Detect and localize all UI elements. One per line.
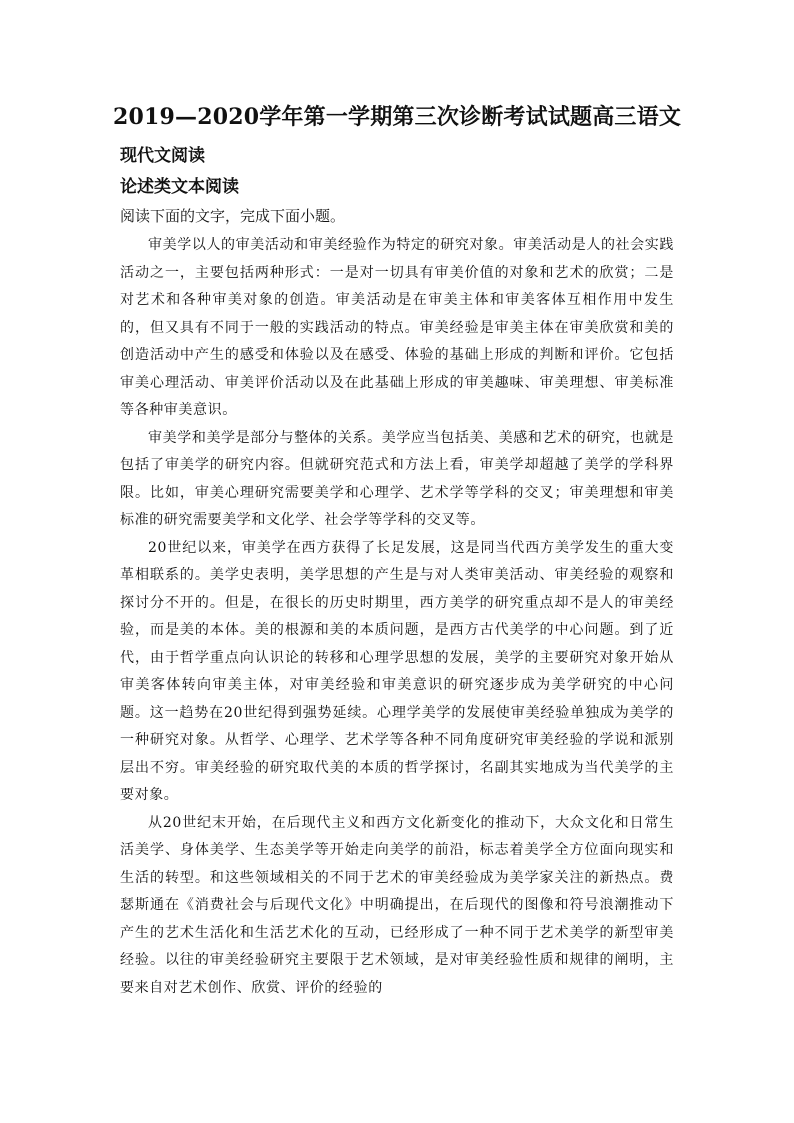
page-title: 2019—2020学年第一学期第三次诊断考试试题高三语文: [112, 104, 682, 130]
article-body: [120, 232, 674, 1002]
paragraph-3: 20世纪以来，审美学在西方获得了长足发展，这是同当代西方美学发生的重大变革相联系的。美学史表明，美学思想的产生是与对人类审美活动、审美经验的观察和探讨分不开的。但是，在很长的历史时期里，西方美学的研究重点却不是人的审美经验，而是美的本体。美的根源和美的本质问题，是西方古代美学的中心问题。到了近代，由于哲学重点向认识论的转移和心理学思想的发展，美学的主要研究对象开始从审美客体转向审美主体，对审美经验和审美意识的研究逐步成为美学研究的中心问题。这一趋势在20世纪得到强势延续。心理学美学的发展使审美经验单独成为美学的一种研究对象。从哲学、心理学、艺术学等各种不同角度研究审美经验的学说和派别层出不穷。审美经验的研究取代美的本质的哲学探讨，名副其实地成为当代美学的主要对象。: [120, 539, 674, 803]
subsection-heading: 论述类文本阅读: [120, 177, 239, 197]
paragraph-4: 从20世纪末开始，在后现代主义和西方文化新变化的推动下，大众文化和日常生活美学、身体美学、生态美学等开始走向美学的前沿，标志着美学全方位面向现实和生活的转型。和这些领域相关的不同于艺术的审美经验成为美学家关注的新热点。费瑟斯通在《消费社会与后现代文化》中明确提出，在后现代的图像和符号浪潮推动下产生的艺术生活化和生活艺术化的互动，已经形成了一种不同于艺术美学的新型审美经验。以往的审美经验研究主要限于艺术领域，是对审美经验性质和规律的阐明，主要来自对艺术创作、欣赏、评价的经验的: [120, 814, 674, 996]
section-heading: 现代文阅读: [120, 146, 205, 166]
paragraph-2: 审美学和美学是部分与整体的关系。美学应当包括美、美感和艺术的研究，也就是包括了审美学的研究内容。但就研究范式和方法上看，审美学却超越了美学的学科界限。比如，审美心理研究需要美学和心理学、艺术学等学科的交叉；审美理想和审美标准的研究需要美学和文化学、社会学等学科的交叉等。: [120, 429, 674, 528]
reading-instruction: 阅读下面的文字，完成下面小题。: [120, 207, 346, 225]
paragraph-1: 审美学以人的审美活动和审美经验作为特定的研究对象。审美活动是人的社会实践活动之一，主要包括两种形式：一是对一切具有审美价值的对象和艺术的欣赏；二是对艺术和各种审美对象的创造。审美活动是在审美主体和审美客体互相作用中发生的，但又具有不同于一般的实践活动的特点。审美经验是审美主体在审美欣赏和美的创造活动中产生的感受和体验以及在感受、体验的基础上形成的判断和评价。它包括审美心理活动、审美评价活动以及在此基础上形成的审美趣味、审美理想、审美标准等各种审美意识。: [120, 237, 674, 418]
